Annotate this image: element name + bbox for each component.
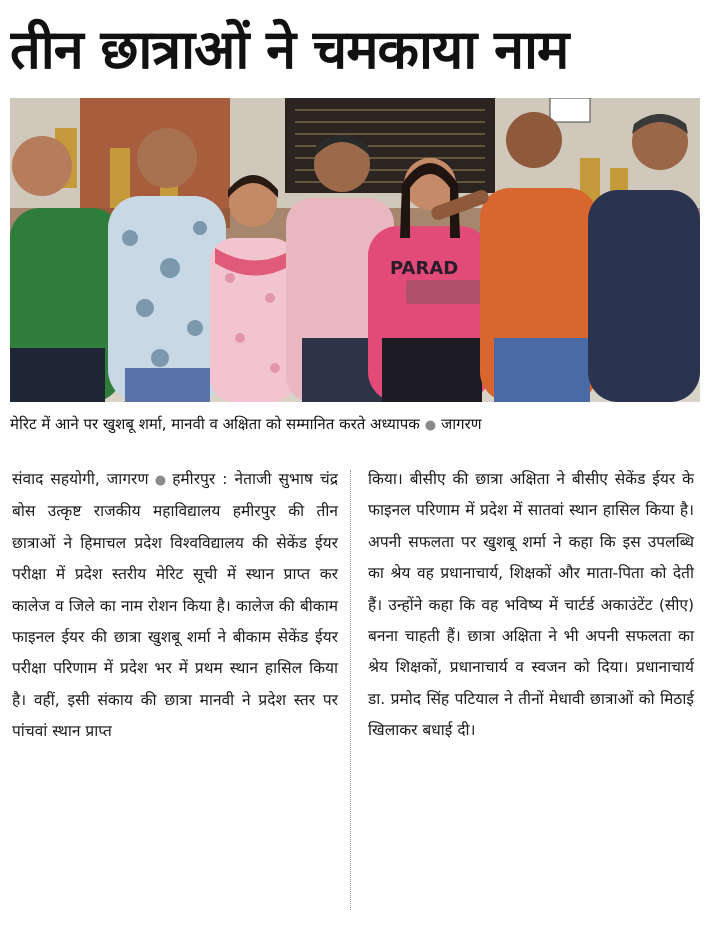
article-text-col2: किया। बीसीए की छात्रा अक्षिता ने बीसीए सेकेंड ईयर के फाइनल परिणाम में प्रदेश में सातवां स्थान हासिल किया है। अपनी सफलता पर खुशबू शर्मा ने कहा कि इस उपलब्धि का श्रेय वह प्रधानाचार्य, शिक्षकों और माता-पिता को देती हैं। उन्होंने कहा कि वह भविष्य में चार्टर्ड अकाउंटेंट (सीए) बनना चाहती हैं। छात्रा अक्षिता ने भी अपनी सफलता का श्रेय शिक्षकों, प्रधानाचार्य व स्वजन को दिया। प्रधानाचार्य डा. प्रमोद सिंह पटियाल ने तीनों मेधावी छात्राओं को मिठाई खिलाकर बधाई दी। bbox=[368, 470, 694, 740]
photo-illustration bbox=[10, 98, 700, 402]
news-photo bbox=[10, 98, 700, 402]
caption-source: जागरण bbox=[441, 415, 482, 433]
photo-frame bbox=[550, 98, 590, 122]
headline: तीन छात्राओं ने चमकाया नाम bbox=[10, 18, 569, 81]
photo-shirt-text: PARAD bbox=[390, 258, 459, 279]
article-byline: संवाद सहयोगी, जागरण bbox=[12, 470, 149, 488]
article-place: हमीरपुर : bbox=[172, 470, 228, 488]
article-text-col1: नेताजी सुभाष चंद्र बोस उत्कृष्ट राजकीय महाविद्यालय हमीरपुर की तीन छात्राओं ने हिमाचल प्रदेश विश्वविद्यालय की सेकेंड ईयर परीक्षा में प्रदेश स्तरीय मेरिट सूची में स्थान प्राप्त कर कालेज व जिले का नाम रोशन किया है। कालेज की बीकाम फाइनल ईयर की छात्रा खुशबू शर्मा ने बीकाम सेकेंड ईयर परीक्षा परिणाम में प्रदेश भर में प्रथम स्थान हासिल किया है। वहीं, इसी संकाय की छात्रा मानवी ने प्रदेश स्तर पर पांचवां स्थान प्राप्त bbox=[12, 470, 338, 741]
column-divider bbox=[350, 470, 351, 910]
caption-text: मेरिट में आने पर खुशबू शर्मा, मानवी व अक्षिता को सम्मानित करते अध्यापक bbox=[10, 415, 420, 433]
article-column-2 bbox=[368, 464, 694, 747]
article-column-1 bbox=[12, 464, 338, 748]
bullet-icon: ● bbox=[424, 418, 437, 433]
photo-sweet-box bbox=[406, 280, 488, 304]
photo-caption bbox=[10, 408, 700, 440]
bullet-icon: ● bbox=[152, 473, 169, 488]
